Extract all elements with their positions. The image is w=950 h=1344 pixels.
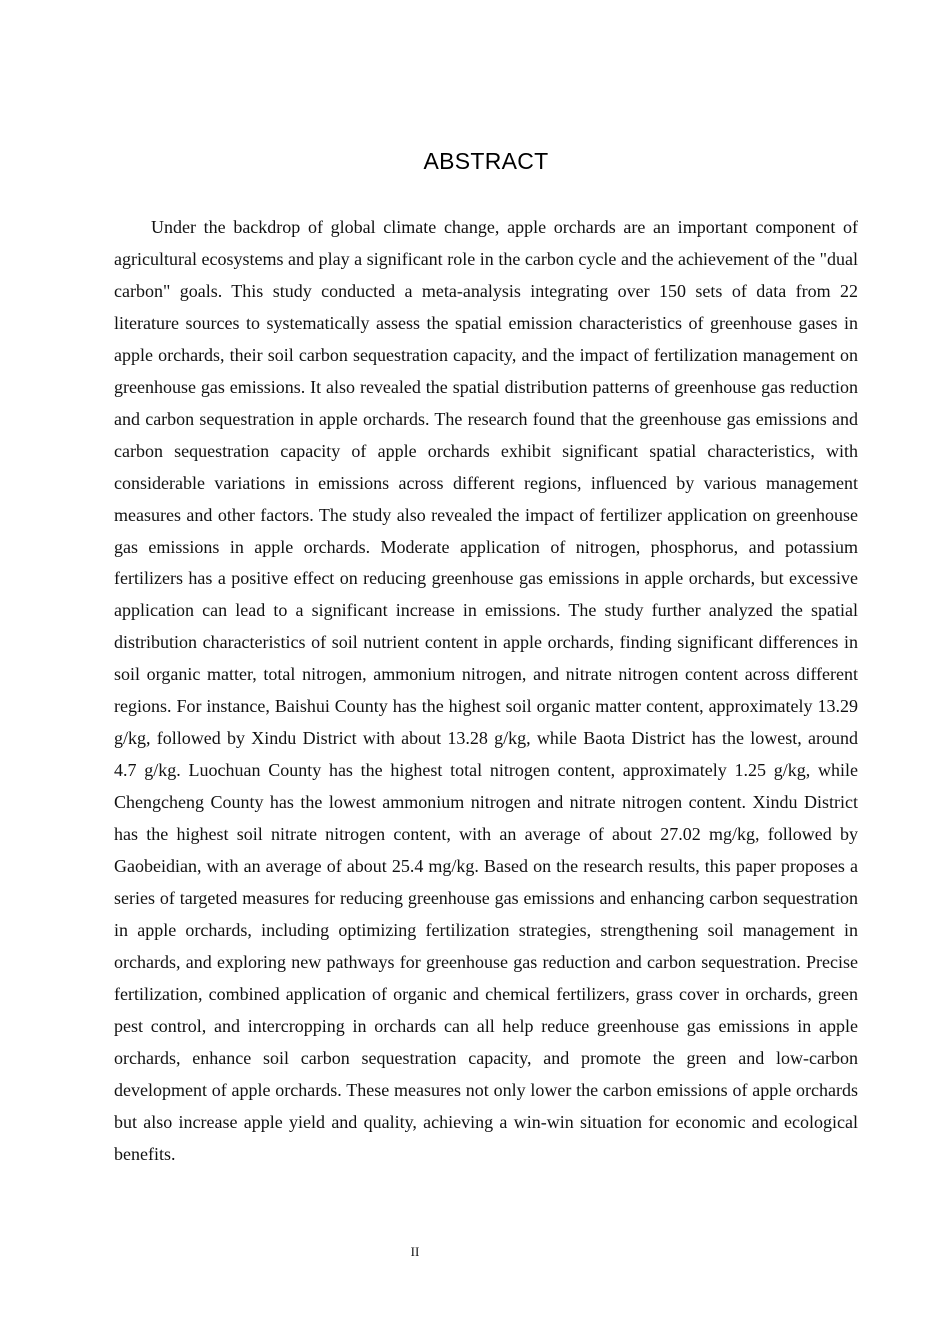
abstract-paragraph: Under the backdrop of global climate change, apple orchards are an important component of agricultural ecosystems and play a significant role in the carbon cycle and the achievement of the "dual carbon" goals. This study conducted a meta-analysis integrating over 150 sets of data from 22 literature sources to systematically assess the spatial emission characteristics of greenhouse gases in apple orchards, their soil carbon sequestration capacity, and the impact of fertilization management on greenhouse gas emissions. It also revealed the spatial distribution patterns of greenhouse gas reduction and carbon sequestration in apple orchards. The research found that the greenhouse gas emissions and carbon sequestration capacity of apple orchards exhibit significant spatial characteristics, with considerable variations in emissions across different regions, influenced by various management measures and other factors. The study also revealed the impact of fertilizer application on greenhouse gas emissions in apple orchards. Moderate application of nitrogen, phosphorus, and potassium fertilizers has a positive effect on reducing greenhouse gas emissions in apple orchards, but excessive application can lead to a significant increase in emissions. The study further analyzed the spatial distribution characteristics of soil nutrient content in apple orchards, finding significant differences in soil organic matter, total nitrogen, ammonium nitrogen, and nitrate nitrogen content across different regions. For instance, Baishui County has the highest soil organic matter content, approximately 13.29 g/kg, followed by Xindu District with about 13.28 g/kg, while Baota District has the lowest, around 4.7 g/kg. Luochuan County has the highest total nitrogen content, approximately 1.25 g/kg, while Chengcheng County has the lowest ammonium nitrogen and nitrate nitrogen content. Xindu District has the highest soil nitrate nitrogen content, with an average of about 27.02 mg/kg, followed by Gaobeidian, with an average of about 25.4 mg/kg. Based on the research results, this paper proposes a series of targeted measures for reducing greenhouse gas emissions and enhancing carbon sequestration in apple orchards, including optimizing fertilization strategies, strengthening soil management in orchards, and exploring new pathways for greenhouse gas reduction and carbon sequestration. Precise fertilization, combined application of organic and chemical fertilizers, grass cover in orchards, green pest control, and intercropping in orchards can all help reduce greenhouse gas emissions in apple orchards, enhance soil carbon sequestration capacity, and promote the green and low-carbon development of apple orchards. These measures not only lower the carbon emissions of apple orchards but also increase apple yield and quality, achieving a win-win situation for economic and ecological benefits. [114,217,858,1164]
page-number: II [410,1244,420,1259]
abstract-title: ABSTRACT [423,148,549,174]
